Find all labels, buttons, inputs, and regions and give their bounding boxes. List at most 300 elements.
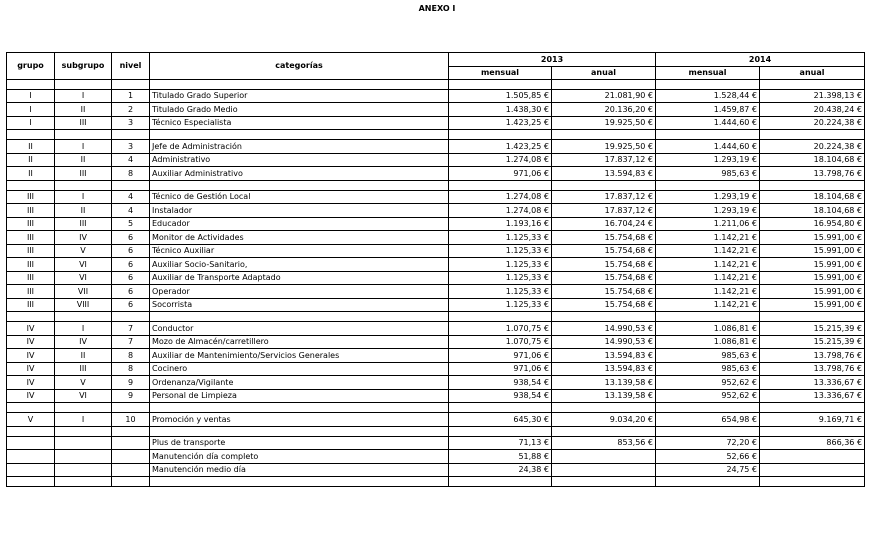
cell-categoria: Técnico de Gestión Local (150, 190, 449, 204)
table-row (7, 258, 865, 272)
cell-mensual-2014: 1.293,19 € (656, 153, 760, 167)
cell-mensual-2014: 52,66 € (656, 450, 760, 464)
cell-anual-2013: 19.925,50 € (552, 116, 656, 130)
cell-mensual-2014: 1.142,21 € (656, 285, 760, 299)
cell-mensual-2013: 24,38 € (449, 463, 552, 477)
cell-grupo: II (7, 167, 55, 181)
table-row (7, 244, 865, 258)
cell-subgrupo: II (55, 103, 112, 117)
cell-anual-2013: 21.081,90 € (552, 89, 656, 103)
empty-cell (7, 312, 55, 322)
cell-subgrupo (55, 450, 112, 464)
empty-cell (55, 426, 112, 436)
cell-mensual-2013: 1.070,75 € (449, 322, 552, 336)
cell-nivel: 6 (112, 271, 150, 285)
table-row (7, 335, 865, 349)
cell-grupo: I (7, 103, 55, 117)
cell-anual-2013: 15.754,68 € (552, 285, 656, 299)
empty-cell (449, 312, 552, 322)
cell-grupo: IV (7, 349, 55, 363)
empty-cell (760, 426, 865, 436)
empty-cell (656, 403, 760, 413)
cell-grupo: I (7, 89, 55, 103)
cell-nivel: 4 (112, 190, 150, 204)
cell-anual-2013: 17.837,12 € (552, 204, 656, 218)
cell-nivel (112, 436, 150, 450)
cell-categoria: Auxiliar Socio-Sanitario, (150, 258, 449, 272)
empty-cell (449, 403, 552, 413)
cell-mensual-2013: 1.125,33 € (449, 271, 552, 285)
cell-nivel: 7 (112, 322, 150, 336)
cell-subgrupo (55, 436, 112, 450)
cell-categoria: Socorrista (150, 298, 449, 312)
cell-mensual-2013: 1.070,75 € (449, 335, 552, 349)
cell-anual-2013: 15.754,68 € (552, 244, 656, 258)
cell-anual-2013: 13.594,83 € (552, 349, 656, 363)
cell-mensual-2014: 1.086,81 € (656, 335, 760, 349)
table-row (7, 271, 865, 285)
empty-cell (55, 312, 112, 322)
cell-subgrupo: V (55, 244, 112, 258)
cell-grupo: III (7, 298, 55, 312)
cell-subgrupo: III (55, 217, 112, 231)
cell-anual-2013: 19.925,50 € (552, 140, 656, 154)
header-mensual-2014: mensual (656, 66, 760, 79)
cell-grupo: III (7, 217, 55, 231)
empty-cell (150, 180, 449, 190)
table-row (7, 167, 865, 181)
cell-subgrupo: I (55, 89, 112, 103)
cell-mensual-2014: 24,75 € (656, 463, 760, 477)
empty-cell (760, 79, 865, 89)
cell-mensual-2013: 1.423,25 € (449, 140, 552, 154)
cell-grupo: III (7, 258, 55, 272)
cell-mensual-2014: 1.142,21 € (656, 271, 760, 285)
cell-anual-2014: 13.336,67 € (760, 376, 865, 390)
empty-cell (112, 312, 150, 322)
cell-categoria: Auxiliar de Transporte Adaptado (150, 271, 449, 285)
cell-categoria: Operador (150, 285, 449, 299)
cell-categoria: Mozo de Almacén/carretillero (150, 335, 449, 349)
cell-mensual-2014: 985,63 € (656, 362, 760, 376)
cell-nivel: 6 (112, 244, 150, 258)
cell-mensual-2013: 51,88 € (449, 450, 552, 464)
cell-subgrupo: IV (55, 335, 112, 349)
empty-cell (449, 426, 552, 436)
empty-cell (449, 79, 552, 89)
empty-cell (760, 180, 865, 190)
cell-mensual-2014: 952,62 € (656, 389, 760, 403)
cell-nivel: 7 (112, 335, 150, 349)
cell-nivel: 6 (112, 298, 150, 312)
empty-cell (55, 79, 112, 89)
cell-categoria: Auxiliar de Mantenimiento/Servicios Generales (150, 349, 449, 363)
cell-subgrupo: III (55, 362, 112, 376)
header-year-2013: 2013 (449, 53, 656, 67)
cell-anual-2014: 15.991,00 € (760, 285, 865, 299)
cell-mensual-2013: 645,30 € (449, 413, 552, 427)
empty-cell (552, 312, 656, 322)
cell-anual-2014: 20.438,24 € (760, 103, 865, 117)
cell-anual-2014: 13.798,76 € (760, 362, 865, 376)
cell-anual-2013: 17.837,12 € (552, 153, 656, 167)
spacer-row (7, 426, 865, 436)
cell-subgrupo: VI (55, 271, 112, 285)
cell-subgrupo: V (55, 376, 112, 390)
cell-anual-2013 (552, 463, 656, 477)
empty-cell (112, 403, 150, 413)
cell-nivel: 9 (112, 376, 150, 390)
cell-mensual-2014: 985,63 € (656, 167, 760, 181)
table-row (7, 376, 865, 390)
cell-subgrupo: VIII (55, 298, 112, 312)
cell-anual-2014: 18.104,68 € (760, 204, 865, 218)
cell-categoria: Cocinero (150, 362, 449, 376)
cell-categoria: Personal de Limpieza (150, 389, 449, 403)
empty-cell (55, 477, 112, 487)
cell-anual-2013: 15.754,68 € (552, 271, 656, 285)
cell-mensual-2014: 1.142,21 € (656, 231, 760, 245)
cell-categoria: Técnico Especialista (150, 116, 449, 130)
empty-cell (112, 426, 150, 436)
cell-anual-2013: 13.594,83 € (552, 362, 656, 376)
empty-cell (656, 79, 760, 89)
cell-nivel: 8 (112, 167, 150, 181)
cell-mensual-2013: 1.125,33 € (449, 231, 552, 245)
cell-mensual-2013: 1.125,33 € (449, 285, 552, 299)
table-row (7, 217, 865, 231)
empty-cell (7, 403, 55, 413)
empty-cell (760, 477, 865, 487)
cell-nivel: 2 (112, 103, 150, 117)
cell-anual-2014 (760, 450, 865, 464)
empty-cell (55, 180, 112, 190)
cell-anual-2014: 15.991,00 € (760, 258, 865, 272)
cell-subgrupo: III (55, 167, 112, 181)
spacer-row (7, 79, 865, 89)
header-nivel: nivel (112, 53, 150, 80)
cell-grupo: III (7, 190, 55, 204)
cell-grupo: II (7, 140, 55, 154)
cell-mensual-2013: 71,13 € (449, 436, 552, 450)
cell-categoria: Auxiliar Administrativo (150, 167, 449, 181)
cell-subgrupo (55, 463, 112, 477)
cell-subgrupo: I (55, 322, 112, 336)
cell-subgrupo: VI (55, 258, 112, 272)
spacer-row (7, 477, 865, 487)
empty-cell (55, 130, 112, 140)
header-year-2014: 2014 (656, 53, 865, 67)
empty-cell (7, 426, 55, 436)
cell-mensual-2014: 1.444,60 € (656, 116, 760, 130)
empty-cell (150, 79, 449, 89)
empty-cell (449, 477, 552, 487)
empty-cell (112, 79, 150, 89)
cell-mensual-2013: 1.125,33 € (449, 298, 552, 312)
table-body (7, 79, 865, 487)
cell-mensual-2013: 1.274,08 € (449, 190, 552, 204)
empty-cell (150, 403, 449, 413)
empty-cell (7, 180, 55, 190)
cell-grupo: I (7, 116, 55, 130)
cell-nivel: 5 (112, 217, 150, 231)
empty-cell (552, 130, 656, 140)
cell-mensual-2014: 1.293,19 € (656, 204, 760, 218)
table-row (7, 153, 865, 167)
table-row (7, 413, 865, 427)
cell-categoria: Titulado Grado Medio (150, 103, 449, 117)
cell-subgrupo: II (55, 349, 112, 363)
cell-mensual-2013: 1.438,30 € (449, 103, 552, 117)
table-row (7, 140, 865, 154)
table-row (7, 362, 865, 376)
cell-mensual-2014: 1.211,06 € (656, 217, 760, 231)
cell-nivel: 4 (112, 153, 150, 167)
cell-mensual-2013: 1.125,33 € (449, 244, 552, 258)
cell-mensual-2013: 1.274,08 € (449, 204, 552, 218)
cell-categoria: Manutención medio día (150, 463, 449, 477)
cell-anual-2014: 13.336,67 € (760, 389, 865, 403)
empty-cell (150, 426, 449, 436)
table-row (7, 322, 865, 336)
table-row (7, 89, 865, 103)
header-mensual-2013: mensual (449, 66, 552, 79)
header-grupo: grupo (7, 53, 55, 80)
cell-grupo: III (7, 271, 55, 285)
cell-mensual-2014: 1.459,87 € (656, 103, 760, 117)
table-row (7, 463, 865, 477)
cell-anual-2013: 16.704,24 € (552, 217, 656, 231)
cell-anual-2013: 853,56 € (552, 436, 656, 450)
cell-anual-2013: 20.136,20 € (552, 103, 656, 117)
cell-grupo (7, 450, 55, 464)
header-categorias: categorías (150, 53, 449, 80)
spacer-row (7, 180, 865, 190)
cell-nivel: 4 (112, 204, 150, 218)
empty-cell (7, 477, 55, 487)
cell-grupo: III (7, 204, 55, 218)
cell-grupo: IV (7, 335, 55, 349)
cell-mensual-2014: 72,20 € (656, 436, 760, 450)
cell-subgrupo: II (55, 204, 112, 218)
empty-cell (760, 312, 865, 322)
cell-nivel: 1 (112, 89, 150, 103)
cell-subgrupo: I (55, 140, 112, 154)
cell-nivel: 6 (112, 285, 150, 299)
cell-anual-2013 (552, 450, 656, 464)
cell-anual-2014: 18.104,68 € (760, 153, 865, 167)
empty-cell (656, 180, 760, 190)
table-row (7, 103, 865, 117)
header-anual-2013: anual (552, 66, 656, 79)
cell-mensual-2013: 1.274,08 € (449, 153, 552, 167)
cell-mensual-2014: 1.528,44 € (656, 89, 760, 103)
cell-mensual-2013: 1.125,33 € (449, 258, 552, 272)
empty-cell (656, 312, 760, 322)
cell-mensual-2014: 1.142,21 € (656, 258, 760, 272)
document-title: ANEXO I (418, 4, 456, 13)
empty-cell (656, 130, 760, 140)
cell-categoria: Manutención día completo (150, 450, 449, 464)
cell-mensual-2013: 1.193,16 € (449, 217, 552, 231)
cell-grupo (7, 463, 55, 477)
cell-anual-2014: 15.215,39 € (760, 335, 865, 349)
cell-mensual-2013: 971,06 € (449, 167, 552, 181)
empty-cell (760, 130, 865, 140)
cell-nivel: 3 (112, 140, 150, 154)
empty-cell (7, 79, 55, 89)
cell-anual-2013: 13.139,58 € (552, 376, 656, 390)
cell-grupo: IV (7, 389, 55, 403)
cell-mensual-2014: 1.293,19 € (656, 190, 760, 204)
empty-cell (150, 477, 449, 487)
cell-subgrupo: IV (55, 231, 112, 245)
table-row (7, 190, 865, 204)
cell-grupo: III (7, 244, 55, 258)
cell-subgrupo: I (55, 190, 112, 204)
cell-anual-2013: 14.990,53 € (552, 322, 656, 336)
cell-nivel (112, 463, 150, 477)
cell-mensual-2014: 1.086,81 € (656, 322, 760, 336)
empty-cell (55, 403, 112, 413)
cell-categoria: Educador (150, 217, 449, 231)
cell-nivel: 8 (112, 349, 150, 363)
cell-subgrupo: III (55, 116, 112, 130)
table-row (7, 285, 865, 299)
cell-mensual-2013: 938,54 € (449, 376, 552, 390)
table-row (7, 231, 865, 245)
cell-anual-2014: 15.215,39 € (760, 322, 865, 336)
empty-cell (449, 180, 552, 190)
cell-nivel: 8 (112, 362, 150, 376)
cell-mensual-2013: 1.423,25 € (449, 116, 552, 130)
cell-mensual-2014: 654,98 € (656, 413, 760, 427)
cell-categoria: Instalador (150, 204, 449, 218)
cell-anual-2014: 866,36 € (760, 436, 865, 450)
cell-subgrupo: VII (55, 285, 112, 299)
cell-categoria: Jefe de Administración (150, 140, 449, 154)
empty-cell (150, 130, 449, 140)
cell-grupo: III (7, 285, 55, 299)
cell-mensual-2013: 971,06 € (449, 362, 552, 376)
table-row (7, 389, 865, 403)
spacer-row (7, 403, 865, 413)
cell-nivel (112, 450, 150, 464)
cell-anual-2014 (760, 463, 865, 477)
cell-categoria: Técnico Auxiliar (150, 244, 449, 258)
cell-anual-2014: 15.991,00 € (760, 244, 865, 258)
cell-categoria: Administrativo (150, 153, 449, 167)
cell-mensual-2014: 1.142,21 € (656, 244, 760, 258)
cell-anual-2014: 21.398,13 € (760, 89, 865, 103)
cell-grupo: IV (7, 362, 55, 376)
cell-categoria: Titulado Grado Superior (150, 89, 449, 103)
cell-categoria: Conductor (150, 322, 449, 336)
cell-anual-2014: 15.991,00 € (760, 298, 865, 312)
empty-cell (552, 180, 656, 190)
cell-anual-2014: 13.798,76 € (760, 167, 865, 181)
spacer-row (7, 130, 865, 140)
table-row (7, 204, 865, 218)
cell-anual-2014: 20.224,38 € (760, 140, 865, 154)
salary-table (6, 52, 865, 487)
table-row (7, 349, 865, 363)
cell-anual-2013: 15.754,68 € (552, 231, 656, 245)
cell-anual-2014: 18.104,68 € (760, 190, 865, 204)
cell-mensual-2014: 952,62 € (656, 376, 760, 390)
cell-nivel: 6 (112, 231, 150, 245)
empty-cell (7, 130, 55, 140)
empty-cell (112, 180, 150, 190)
table-row (7, 436, 865, 450)
table-row (7, 298, 865, 312)
cell-grupo: IV (7, 376, 55, 390)
empty-cell (656, 426, 760, 436)
cell-grupo: V (7, 413, 55, 427)
empty-cell (449, 130, 552, 140)
empty-cell (760, 403, 865, 413)
table-row (7, 116, 865, 130)
empty-cell (552, 403, 656, 413)
cell-categoria: Ordenanza/Vigilante (150, 376, 449, 390)
cell-anual-2013: 15.754,68 € (552, 298, 656, 312)
cell-mensual-2014: 1.444,60 € (656, 140, 760, 154)
cell-anual-2014: 15.991,00 € (760, 271, 865, 285)
cell-anual-2014: 16.954,80 € (760, 217, 865, 231)
cell-grupo (7, 436, 55, 450)
cell-mensual-2013: 971,06 € (449, 349, 552, 363)
header-subgrupo: subgrupo (55, 53, 112, 80)
cell-categoria: Plus de transporte (150, 436, 449, 450)
header-anual-2014: anual (760, 66, 865, 79)
cell-anual-2013: 13.594,83 € (552, 167, 656, 181)
cell-nivel: 10 (112, 413, 150, 427)
cell-anual-2014: 9.169,71 € (760, 413, 865, 427)
cell-subgrupo: I (55, 413, 112, 427)
cell-mensual-2013: 938,54 € (449, 389, 552, 403)
cell-subgrupo: VI (55, 389, 112, 403)
cell-anual-2013: 17.837,12 € (552, 190, 656, 204)
cell-anual-2014: 15.991,00 € (760, 231, 865, 245)
cell-nivel: 9 (112, 389, 150, 403)
empty-cell (552, 426, 656, 436)
empty-cell (112, 130, 150, 140)
cell-anual-2014: 20.224,38 € (760, 116, 865, 130)
empty-cell (112, 477, 150, 487)
cell-anual-2013: 13.139,58 € (552, 389, 656, 403)
cell-mensual-2014: 1.142,21 € (656, 298, 760, 312)
empty-cell (552, 477, 656, 487)
empty-cell (656, 477, 760, 487)
cell-nivel: 3 (112, 116, 150, 130)
cell-nivel: 6 (112, 258, 150, 272)
cell-subgrupo: II (55, 153, 112, 167)
cell-anual-2013: 14.990,53 € (552, 335, 656, 349)
cell-grupo: IV (7, 322, 55, 336)
cell-mensual-2013: 1.505,85 € (449, 89, 552, 103)
cell-grupo: II (7, 153, 55, 167)
table-row (7, 450, 865, 464)
cell-grupo: III (7, 231, 55, 245)
cell-categoria: Promoción y ventas (150, 413, 449, 427)
empty-cell (552, 79, 656, 89)
spacer-row (7, 312, 865, 322)
cell-categoria: Monitor de Actividades (150, 231, 449, 245)
empty-cell (150, 312, 449, 322)
cell-mensual-2014: 985,63 € (656, 349, 760, 363)
cell-anual-2013: 9.034,20 € (552, 413, 656, 427)
cell-anual-2013: 15.754,68 € (552, 258, 656, 272)
